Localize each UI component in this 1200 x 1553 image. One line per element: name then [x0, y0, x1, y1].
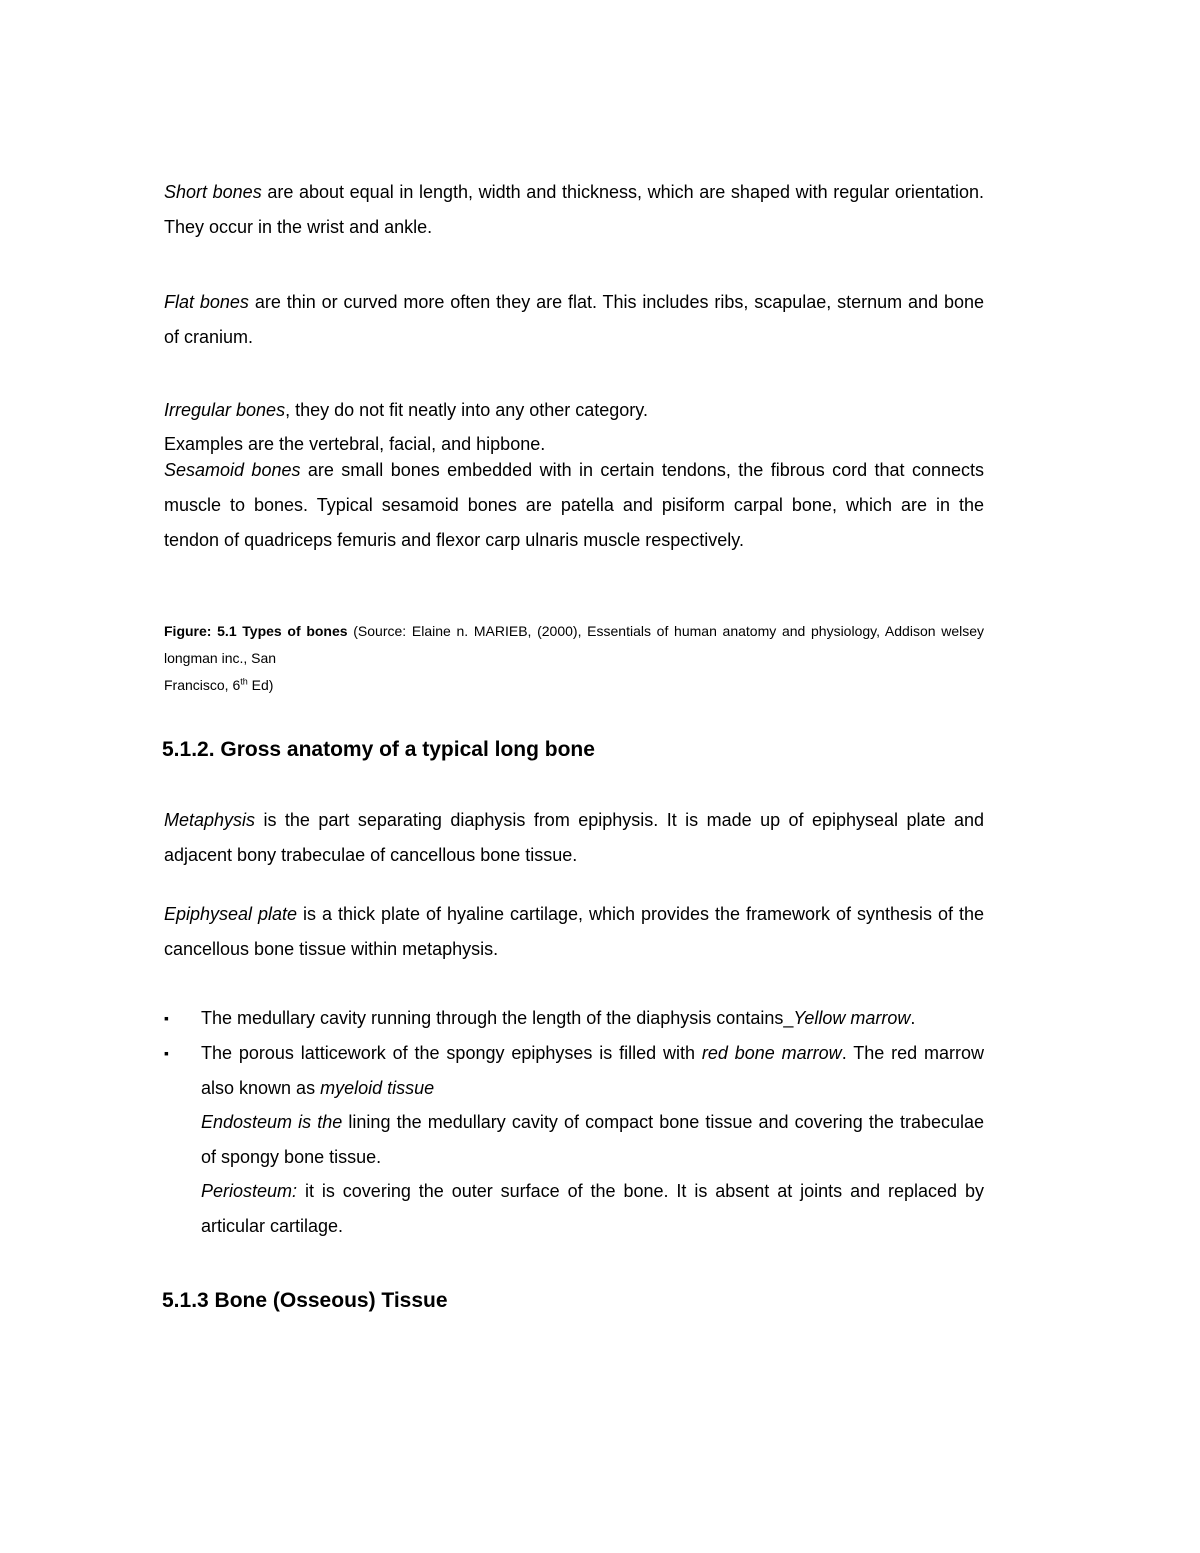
bullet-item-yellow-marrow [164, 1001, 984, 1036]
short-bones-text: are about equal in length, width and thickness, which are shaped with regular orientation. They occur in the wrist and ankle. [164, 182, 984, 237]
flat-bones-text: are thin or curved more often they are flat. This includes ribs, scapulae, sternum and bone of cranium. [164, 292, 984, 347]
figure-source: (Source: Elaine n. MARIEB, (2000), Essentials of human anatomy and physiology, Addison welsey longman inc., San [164, 623, 985, 666]
short-bones-paragraph [164, 175, 984, 245]
bullet-text: The medullary cavity running through the length of the diaphysis contains_Yellow marrow. [201, 1008, 916, 1028]
endosteum-term: Endosteum is the [201, 1112, 343, 1132]
bullet-item-red-marrow [164, 1036, 984, 1106]
figure-source-sup: th [240, 676, 248, 687]
irregular-bones-paragraph [164, 393, 984, 428]
irregular-bones-text: , they do not fit neatly into any other category. [285, 400, 648, 420]
endosteum-text: lining the medullary cavity of compact bone tissue and covering the trabeculae of spongy bone tissue. [201, 1112, 985, 1167]
flat-bones-term: Flat bones [164, 292, 249, 312]
myeloid-tissue-term: myeloid tissue [320, 1078, 435, 1098]
flat-bones-paragraph [164, 285, 984, 355]
section-heading-gross-anatomy: 5.1.2. Gross anatomy of a typical long bone [162, 738, 595, 761]
bullet-text: The porous latticework of the spongy epiphyses is filled with red bone marrow. The red marrow also known as myeloid tissue [201, 1043, 984, 1098]
bullet-marker: ▪ [164, 1045, 169, 1061]
metaphysis-text: is the part separating diaphysis from epiphysis. It is made up of epiphyseal plate and adjacent bony trabeculae of cancellous bone tissue. [164, 810, 984, 865]
periosteum-text: it is covering the outer surface of the bone. It is absent at joints and replaced by articular cartilage. [201, 1181, 984, 1236]
epiphyseal-plate-paragraph [164, 897, 984, 967]
red-bone-marrow-term: red bone marrow [701, 1043, 842, 1063]
sesamoid-bones-text: are small bones embedded with in certain tendons, the fibrous cord that connects muscle to bones. Typical sesamoid bones are patella and pisiform carpal bone, which are in the tendon of quadriceps femuris and flexor carp ulnaris muscle respectively. [164, 460, 984, 550]
bullet-marker: ▪ [164, 1010, 169, 1026]
epiphyseal-plate-text: is a thick plate of hyaline cartilage, which provides the framework of synthesis of the cancellous bone tissue within metaphysis. [164, 904, 985, 959]
epiphyseal-plate-term: Epiphyseal plate [164, 904, 298, 924]
sesamoid-bones-term: Sesamoid bones [164, 460, 301, 480]
figure-source-line2-start: Francisco, 6 [164, 677, 241, 693]
metaphysis-paragraph [164, 803, 984, 873]
endosteum-paragraph [164, 1105, 984, 1175]
short-bones-term: Short bones [164, 182, 262, 202]
irregular-bones-term: Irregular bones [164, 400, 286, 420]
figure-source-line2-end: Ed) [247, 677, 274, 693]
periosteum-paragraph [164, 1174, 984, 1244]
metaphysis-term: Metaphysis [164, 810, 256, 830]
section-heading-bone-tissue: 5.1.3 Bone (Osseous) Tissue [162, 1289, 448, 1312]
figure-label: Figure: 5.1 Types of bones [164, 623, 348, 639]
irregular-bones-examples: Examples are the vertebral, facial, and hipbone. [164, 434, 546, 454]
yellow-marrow-term: Yellow marrow [793, 1008, 911, 1028]
figure-caption [164, 618, 984, 699]
sesamoid-bones-paragraph [164, 453, 984, 558]
periosteum-term: Periosteum: [201, 1181, 298, 1201]
